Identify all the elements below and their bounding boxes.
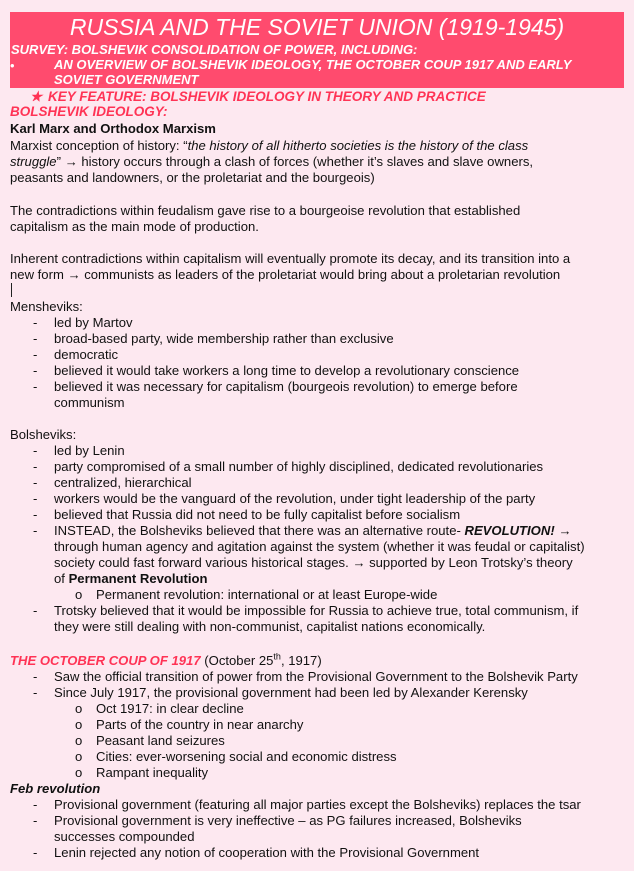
list-item: Provisional government (featuring all major parties except the Bolsheviks) replaces the tsar <box>54 797 581 812</box>
circle-bullet: o <box>75 733 83 748</box>
marx-line-2: struggle” → history occurs through a clash of forces (whether it’s slaves and slave owners, <box>10 154 534 169</box>
dash-bullet: - <box>33 507 38 522</box>
dash-bullet: - <box>33 331 38 346</box>
dash-bullet: - <box>33 797 38 812</box>
instead-line-2: through human agency and agitation against the system (whether it was feudal or capitalist) <box>54 539 585 554</box>
key-feature-heading <box>30 89 486 105</box>
dash-bullet: - <box>33 315 38 330</box>
sub-list-item: Cities: ever-worsening social and economic distress <box>96 749 397 764</box>
star-icon: ★ <box>30 89 43 104</box>
list-item: centralized, hierarchical <box>54 475 192 490</box>
survey-heading: SURVEY: BOLSHEVIK CONSOLIDATION OF POWER, INCLUDING: <box>11 42 418 57</box>
list-item: Provisional government is very ineffective – as PG failures increased, Bolsheviks <box>54 813 522 828</box>
sub-list-item: Rampant inequality <box>96 765 209 780</box>
dash-bullet: - <box>33 459 38 474</box>
list-item: party compromised of a small number of highly disciplined, dedicated revolutionaries <box>54 459 544 474</box>
list-item: democratic <box>54 347 119 362</box>
list-item: Lenin rejected any notion of cooperation with the Provisional Government <box>54 845 480 860</box>
list-item-continued: successes compounded <box>54 829 195 844</box>
dash-bullet: - <box>33 813 38 828</box>
circle-bullet: o <box>75 765 83 780</box>
october-heading: THE OCTOBER COUP OF 1917 <box>10 653 201 668</box>
list-item: Since July 1917, the provisional government had been led by Alexander Kerensky <box>54 685 528 700</box>
key-feature-text: KEY FEATURE: BOLSHEVIK IDEOLOGY IN THEORY AND PRACTICE <box>48 89 486 104</box>
october-heading-line: THE OCTOBER COUP OF 1917 (October 25th, 1917) <box>10 651 322 668</box>
ideology-heading: BOLSHEVIK IDEOLOGY: <box>10 104 168 119</box>
list-item: believed it would take workers a long time to develop a revolutionary conscience <box>54 363 520 378</box>
dash-bullet: - <box>33 379 38 394</box>
dash-bullet: - <box>33 491 38 506</box>
list-item: believed that Russia did not need to be fully capitalist before socialism <box>54 507 461 522</box>
title-banner <box>10 12 624 88</box>
sub-list-item: Permanent revolution: international or at least Europe-wide <box>96 587 438 602</box>
feb-heading: Feb revolution <box>10 781 101 796</box>
list-item: led by Lenin <box>54 443 125 458</box>
dash-bullet: - <box>33 845 38 860</box>
bolsheviks-heading: Bolsheviks: <box>10 427 77 442</box>
bullet-icon: • <box>10 58 15 73</box>
dash-bullet: - <box>33 523 38 538</box>
dash-bullet: - <box>33 669 38 684</box>
circle-bullet: o <box>75 717 83 732</box>
list-item-continued: communism <box>54 395 125 410</box>
dash-bullet: - <box>33 603 38 618</box>
instead-line-1: INSTEAD, the Bolsheviks believed that there was an alternative route- REVOLUTION! → <box>54 523 572 538</box>
list-item: workers would be the vanguard of the revolution, under tight leadership of the party <box>54 491 536 506</box>
page-title: RUSSIA AND THE SOVIET UNION (1919-1945) <box>69 14 565 40</box>
text-cursor <box>11 283 12 297</box>
sub-list-item: Parts of the country in near anarchy <box>96 717 304 732</box>
marx-heading: Karl Marx and Orthodox Marxism <box>10 121 216 136</box>
list-item: broad-based party, wide membership rather than exclusive <box>54 331 394 346</box>
trotsky-line-1: Trotsky believed that it would be impossible for Russia to achieve true, total communism, if <box>54 603 579 618</box>
dash-bullet: - <box>33 347 38 362</box>
dash-bullet: - <box>33 443 38 458</box>
list-item: led by Martov <box>54 315 133 330</box>
circle-bullet: o <box>75 701 83 716</box>
capitalism-para-line: Inherent contradictions within capitalism will eventually promote its decay, and its transition into a <box>10 251 571 266</box>
feudalism-para-line: The contradictions within feudalism gave rise to a bourgeoise revolution that established <box>10 203 521 218</box>
sub-list-item: Peasant land seizures <box>96 733 225 748</box>
instead-line-4: of Permanent Revolution <box>54 571 208 586</box>
dash-bullet: - <box>33 363 38 378</box>
marx-line-3: peasants and landowners, or the proletariat and the bourgeois) <box>10 170 375 185</box>
feudalism-para-line: capitalism as the main mode of production. <box>10 219 259 234</box>
circle-bullet: o <box>75 587 83 602</box>
overview-heading: AN OVERVIEW OF BOLSHEVIK IDEOLOGY, THE OCTOBER COUP 1917 AND EARLY SOVIET GOVERNMENT <box>54 57 572 87</box>
trotsky-line-2: they were still dealing with non-communist, capitalist nations economically. <box>54 619 486 634</box>
mensheviks-heading: Mensheviks: <box>10 299 83 314</box>
sub-list-item: Oct 1917: in clear decline <box>96 701 244 716</box>
dash-bullet: - <box>33 475 38 490</box>
instead-line-3: society could fast forward various historical stages. → supported by Leon Trotsky’s theory <box>54 555 573 570</box>
marx-line-1: Marxist conception of history: “the history of all hitherto societies is the history of the class <box>10 138 529 153</box>
list-item: Saw the official transition of power from the Provisional Government to the Bolshevik Party <box>54 669 578 684</box>
circle-bullet: o <box>75 749 83 764</box>
list-item: believed it was necessary for capitalism (bourgeois revolution) to emerge before <box>54 379 518 394</box>
dash-bullet: - <box>33 685 38 700</box>
capitalism-para-line: new form → communists as leaders of the proletariat would bring about a proletarian revolution <box>10 267 561 282</box>
